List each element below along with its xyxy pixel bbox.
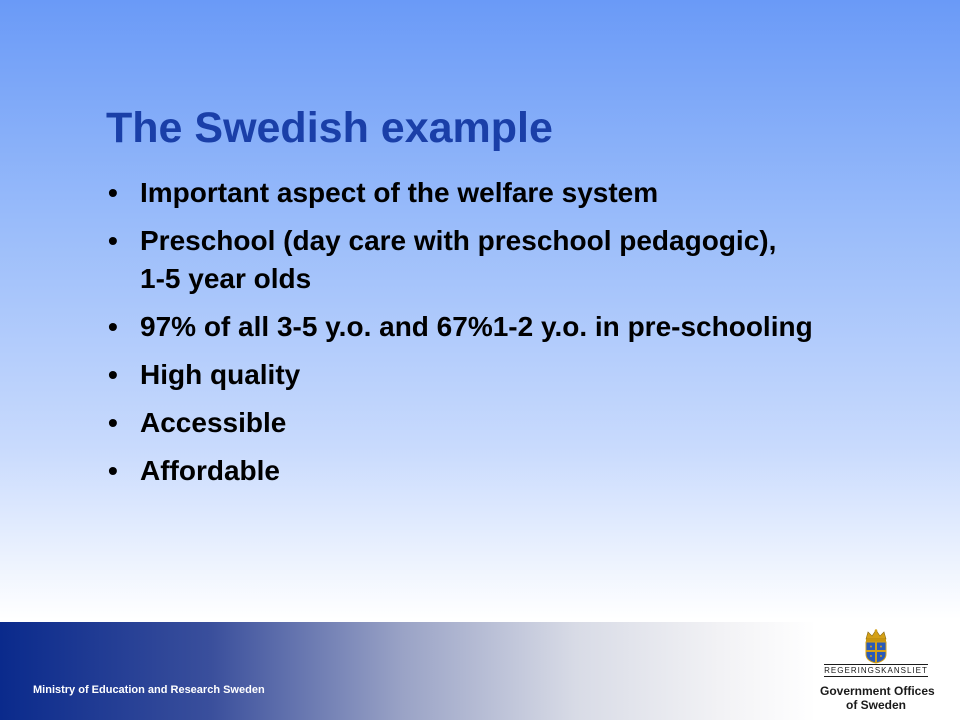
bullet-text: Preschool (day care with preschool pedagogic), [140,225,777,256]
bullet-text: Accessible [140,407,287,438]
government-logo [820,628,935,716]
bullet-text: High quality [140,359,301,390]
logo-text-line2: of Sweden [845,698,906,712]
coat-of-arms-icon [820,628,932,664]
royal-crown-icon [866,629,886,641]
footer-bar [0,622,960,720]
bullet-item [108,452,848,490]
slide-title: The Swedish example [106,104,553,152]
bullet-dot: • [108,177,118,208]
bullet-text: 1-5 year olds [140,263,312,294]
logo-band-text: REGERINGSKANSLIET [824,666,928,675]
bullet-dot: • [108,311,118,342]
ministry-name: Ministry of Education and Research Sweden [33,684,265,696]
bullet-dot: • [108,359,118,390]
bullet-dot: • [108,225,118,256]
bullet-dot: • [108,455,118,486]
bullet-text: Affordable [140,455,280,486]
bullet-text: 97% of all 3-5 y.o. and 67%1-2 y.o. in pre-schooling [140,311,813,342]
bullet-item [108,356,848,394]
bullet-continuation [108,260,848,298]
bullet-item [108,222,848,260]
bullet-item [108,174,848,212]
bullet-dot: • [108,407,118,438]
bullet-text: Important aspect of the welfare system [140,177,659,208]
bullet-item [108,308,848,346]
bullet-item [108,404,848,442]
bullet-list [108,174,848,500]
logo-text-line1: Government Offices [820,684,935,698]
